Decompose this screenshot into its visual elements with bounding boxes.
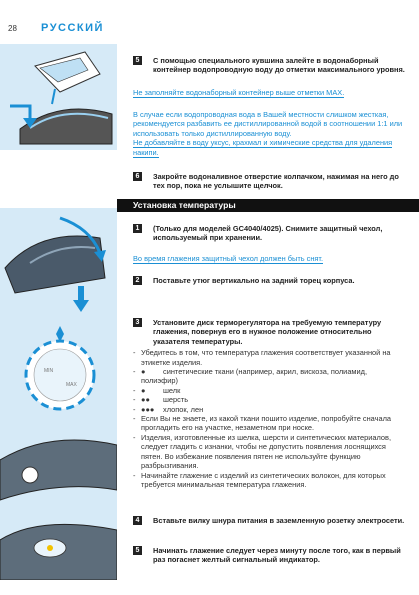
step-text: Закройте водоналивное отверстие колпачком, нажимая на него до тех пор, пока не услышите щелчок. (153, 172, 399, 191)
step-text: (Только для моделей GC4040/4025). Снимите защитный чехол, используемый при хранении. (153, 224, 383, 243)
list-item: - ●● шерсть (133, 395, 405, 404)
step-number: 2 (133, 276, 142, 285)
step-2-upright (133, 276, 405, 285)
step-text: Начинать глажение следует через минуту после того, как в первый раз погаснет желтый сигнальный индикатор. (153, 546, 401, 565)
water-info-text: В случае если водопроводная вода в Вашей местности слишком жесткая, рекомендуется разбавить ее дистиллированной водой в соотношении 1:1 или использовать только дистиллированную воду. (133, 110, 403, 138)
page-number: 28 (8, 24, 17, 33)
svg-text:MIN: MIN (44, 368, 54, 374)
svg-text:MAX: MAX (66, 382, 77, 388)
list-item: - Убедитесь в том, что температура глажения соответствует указанной на этикетке изделия. (133, 348, 405, 367)
illustration-temperature-dial (0, 320, 117, 420)
step-text: Поставьте утюг вертикально на задний торец корпуса. (153, 276, 355, 285)
list-item: - Изделия, изготовленные из шелка, шерсти и синтетических материалов, следует гладить с изнанки, чтобы не допустить появления лоснящихся пятен. Во избежание появления пятен не используйте функцию разбрызгивания. (133, 433, 405, 471)
step-number: 3 (133, 318, 142, 327)
step-number: 5 (133, 546, 142, 555)
cover-note (133, 254, 405, 263)
temperature-tips (133, 348, 405, 489)
warning-note: Не заполняйте водонаборный контейнер выше отметки MAX. (133, 88, 345, 97)
water-info-note: Не добавляйте в воду уксус, крахмал и химические средства для удаления накипи. (133, 138, 393, 157)
illustration-filling-water (0, 44, 117, 150)
illustration-iron-upright (0, 208, 117, 320)
max-note (133, 88, 405, 97)
list-item: - Начинайте глажение с изделий из синтетических волокон, для которых требуется минимальная температура глажения. (133, 471, 405, 490)
step-text: Установите диск терморегулятора на требуемую температуру глажения, повернув его в нужное положение относительно указателя температуры. (153, 318, 382, 346)
temperature-dots: ●●● (141, 404, 155, 414)
page-header (0, 0, 419, 36)
list-item: - ● шелк (133, 386, 405, 395)
list-item: - Если Вы не знаете, из какой ткани пошито изделие, попробуйте сначала прогладить его на участке, незаметном при носке. (133, 414, 405, 433)
step-4-plug (133, 516, 405, 525)
temperature-dots: ● (141, 367, 146, 377)
step-number: 5 (133, 56, 142, 65)
list-item: - ●●● хлопок, лен (133, 405, 405, 414)
step-text: Вставьте вилку шнура питания в заземленную розетку электросети. (153, 516, 405, 525)
temperature-dots: ●● (141, 395, 150, 405)
step-number: 1 (133, 224, 142, 233)
step-1-cover (133, 224, 405, 243)
step-3-temperature (133, 318, 405, 489)
cover-note-text: Во время глажения защитный чехол должен быть снят. (133, 254, 324, 263)
step-number: 6 (133, 172, 142, 181)
hard-water-info (133, 110, 405, 157)
step-5-fill (133, 56, 405, 75)
section-title: Установка температуры (133, 200, 236, 210)
section-header (117, 199, 419, 212)
language-title: РУССКИЙ (41, 22, 104, 34)
step-5-start (133, 546, 405, 565)
step-text: С помощью специального кувшина залейте в водонаборный контейнер водопроводную воду до отметки максимального уровня. (153, 56, 405, 75)
list-item: - ● синтетические ткани (например, акрил, вискоза, полиамид, полиэфир) (133, 367, 405, 386)
temperature-dots: ● (141, 385, 146, 395)
step-6-cap (133, 172, 405, 191)
step-number: 4 (133, 516, 142, 525)
illustration-iron-plug (0, 420, 117, 580)
